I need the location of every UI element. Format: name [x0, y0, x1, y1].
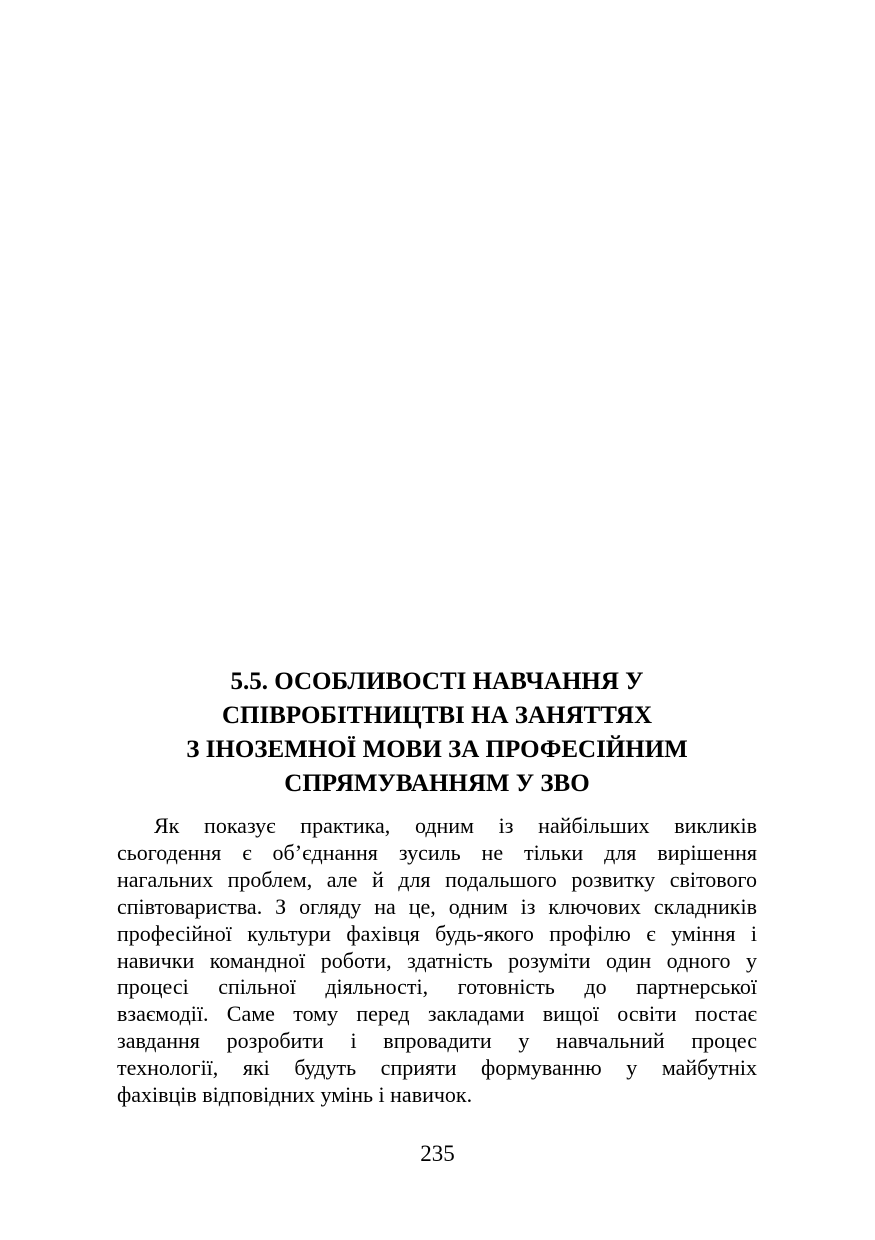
paragraph-line: професійної культури фахівця будь-якого профілю є уміння і — [117, 920, 757, 946]
paragraph-line: навички командної роботи, здатність розуміти один одного у — [117, 947, 757, 973]
paragraph-line: співтовариства. З огляду на це, одним із ключових складників — [117, 893, 757, 919]
paragraph-line: технології, які будуть сприяти формуванню у майбутніх — [117, 1055, 757, 1081]
page-number: 235 — [420, 1141, 455, 1166]
paragraph-line: фахівців відповідних умінь і навичок. — [117, 1082, 473, 1108]
heading-line: СПРЯМУВАННЯМ У ЗВО — [284, 770, 590, 797]
paragraph-line: процесі спільної діяльності, готовність до партнерської — [117, 974, 757, 1000]
heading-line: З ІНОЗЕМНОЇ МОВИ ЗА ПРОФЕСІЙНИМ — [186, 736, 688, 763]
paragraph-line: сьогодення є об’єднання зусиль не тільки для вирішення — [117, 839, 757, 865]
paragraph-line: нагальних проблем, але й для подальшого розвитку світового — [117, 866, 757, 892]
body-paragraph — [117, 813, 757, 1109]
heading-line: 5.5. ОСОБЛИВОСТІ НАВЧАННЯ У — [230, 668, 644, 695]
paragraph-line: завдання розробити і впровадити у навчальний процес — [117, 1028, 757, 1054]
paragraph-line: Як показує практика, одним із найбільших викликів — [154, 813, 757, 838]
heading-line: СПІВРОБІТНИЦТВІ НА ЗАНЯТТЯХ — [221, 702, 653, 729]
section-heading — [117, 665, 757, 801]
paragraph-line: взаємодії. Саме тому перед закладами вищої освіти постає — [117, 1001, 757, 1027]
